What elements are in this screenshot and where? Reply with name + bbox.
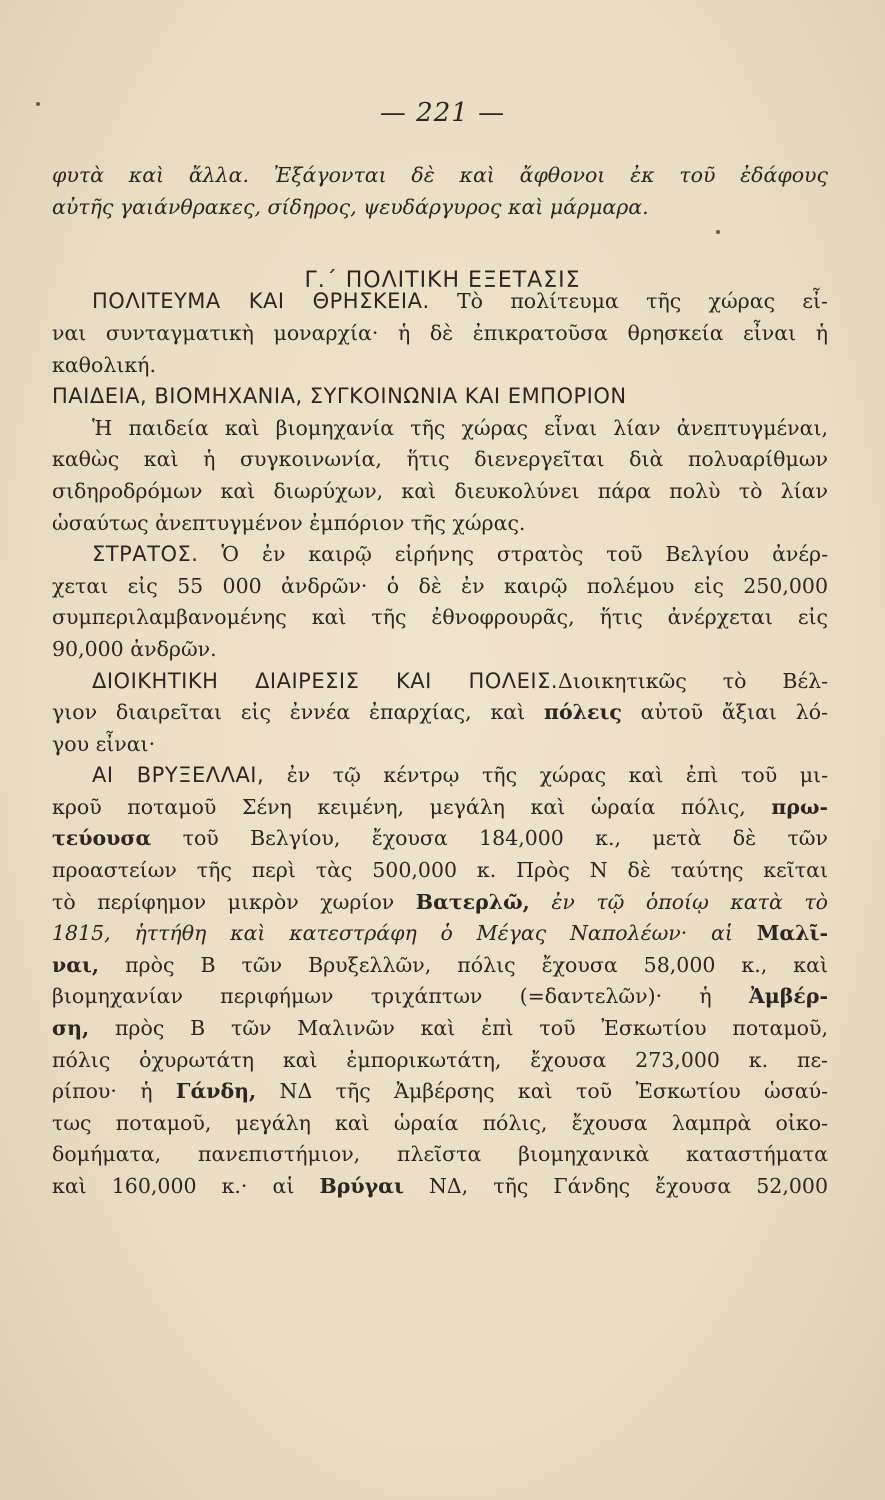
text-run: καθὼς καὶ ἡ συγκοινωνία, ἥτις διενεργεῖται διὰ πολυαρίθμων bbox=[52, 447, 828, 472]
text-run: ΠΟΛΙΤΕΥΜΑ ΚΑΙ ΘΡΗΣΚΕΙΑ. bbox=[92, 289, 430, 314]
text-run: Γάνδη, bbox=[175, 1079, 257, 1104]
text-run: ἐν τῷ κέντρῳ τῆς χώρας καὶ ἐπὶ τοῦ μι- bbox=[264, 763, 828, 788]
text-run: καθολική. bbox=[52, 352, 156, 377]
text-run: τεύουσα bbox=[52, 826, 152, 851]
text-line bbox=[52, 160, 828, 192]
text-run: ΠΑΙΔΕΙΑ, ΒΙΟΜΗΧΑΝΙΑ, ΣΥΓΚΟΙΝΩΝΙΑ ΚΑΙ ΕΜΠΟΡΙΟΝ bbox=[52, 384, 627, 409]
text-run: κροῦ ποταμοῦ Σένη κειμένη, μεγάλη καὶ ὡραία πόλις, bbox=[52, 794, 772, 819]
text-run: συμπεριλαμβανομένης καὶ τῆς ἐθνοφρουρᾶς, ἥτις ἀνέρχεται εἰς bbox=[52, 605, 828, 630]
text-run: ΣΤΡΑΤΟΣ. bbox=[92, 542, 199, 567]
text-line bbox=[52, 223, 828, 255]
ink-speck bbox=[36, 102, 40, 106]
text-line bbox=[52, 887, 828, 919]
text-run: Βρύγαι bbox=[319, 1174, 404, 1198]
text-run: ση, bbox=[52, 1016, 90, 1041]
text-line bbox=[52, 634, 828, 666]
text-line bbox=[52, 697, 828, 729]
text-run: Ἡ παιδεία καὶ βιομηχανία τῆς χώρας εἶναι λίαν ἀνεπτυγμέναι, bbox=[92, 415, 828, 440]
text-run: σιδηροδρόμων καὶ διωρύχων, καὶ διευκολύνει πάρα πολὺ τὸ λίαν bbox=[52, 478, 828, 503]
text-line bbox=[52, 981, 828, 1013]
text-run: δομήματα, πανεπιστήμιον, πλεῖστα βιομηχανικὰ καταστήματα bbox=[52, 1142, 828, 1167]
text-run: ΝΔ, τῆς Γάνδης ἔχουσα 52,000 bbox=[403, 1174, 828, 1198]
text-line bbox=[52, 539, 828, 571]
text-run: φυτὰ καὶ ἄλλα. Ἐξάγονται δὲ καὶ ἄφθονοι ἐκ τοῦ ἐδάφους bbox=[52, 163, 828, 187]
text-run: βιομηχανίαν περιφήμων τριχάπτων (=δαντελῶν)· ἡ bbox=[52, 984, 749, 1009]
text-run: Ἀμβέρ- bbox=[748, 984, 828, 1009]
text-line bbox=[52, 602, 828, 634]
text-line bbox=[52, 1076, 828, 1108]
text-run: 1815, ἡττήθη καὶ κατεστράφη ὁ Μέγας Ναπολέων· αἱ bbox=[52, 921, 757, 946]
text-line bbox=[52, 855, 828, 887]
text-run: Τὸ πολίτευμα τῆς χώρας εἶ- bbox=[429, 289, 828, 314]
text-line bbox=[52, 1139, 828, 1171]
text-line bbox=[52, 255, 828, 287]
text-run: τως ποταμοῦ, μεγάλη καὶ ὡραία πόλις, ἔχουσα λαμπρὰ οἰκο- bbox=[52, 1110, 828, 1135]
text-run: προαστείων τῆς περὶ τὰς 500,000 κ. Πρὸς Ν δὲ ταύτης κεῖται bbox=[52, 858, 828, 883]
text-run: 90,000 ἀνδρῶν. bbox=[52, 636, 217, 661]
text-line bbox=[52, 286, 828, 318]
text-run: πρὸς Β τῶν Βρυξελλῶν, πόλις ἔχουσα 58,000 κ., καὶ bbox=[99, 952, 828, 977]
text-line bbox=[52, 823, 828, 855]
text-line bbox=[52, 508, 828, 540]
text-run: Βατερλῶ, bbox=[415, 889, 530, 914]
text-run: τοῦ Βελγίου, ἔχουσα 184,000 κ., μετὰ δὲ τῶν bbox=[151, 826, 828, 851]
ink-speck bbox=[716, 230, 720, 234]
text-line bbox=[52, 571, 828, 603]
text-line bbox=[52, 444, 828, 476]
text-line bbox=[52, 1013, 828, 1045]
text-run: ναι, bbox=[52, 952, 100, 977]
section-title: Γ.΄ ΠΟΛΙΤΙΚΗ ΕΞΕΤΑΣΙΣ bbox=[304, 268, 581, 293]
text-run: ρίπου· ἡ bbox=[52, 1079, 176, 1104]
text-run: πόλις ὀχυρωτάτη καὶ ἐμπορικωτάτη, ἔχουσα 273,000 κ. πε- bbox=[52, 1047, 828, 1072]
text-line bbox=[52, 729, 828, 761]
text-run: Διοικητικῶς τὸ Βέλ- bbox=[558, 668, 828, 693]
text-line bbox=[52, 413, 828, 445]
text-run: αὐτῆς γαιάνθρακες, σίδηρος, ψευδάργυρος καὶ μάρμαρα. bbox=[52, 194, 649, 219]
text-line bbox=[52, 1108, 828, 1140]
text-line bbox=[52, 792, 828, 824]
text-line bbox=[52, 666, 828, 698]
text-run: χεται εἰς 55 000 ἀνδρῶν· ὁ δὲ ἐν καιρῷ πολέμου εἰς 250,000 bbox=[52, 573, 828, 598]
text-run: πρω- bbox=[771, 794, 828, 819]
text-run: ΝΔ τῆς Ἀμβέρσης καὶ τοῦ Ἐσκωτίου ὡσαύ- bbox=[256, 1079, 828, 1104]
text-run: ὡσαύτως ἀνεπτυγμένον ἐμπόριον τῆς χώρας. bbox=[52, 510, 526, 535]
text-run: αὐτοῦ ἄξιαι λό- bbox=[621, 700, 828, 725]
body-text bbox=[52, 160, 828, 1203]
text-run: Μαλῖ- bbox=[756, 921, 828, 946]
text-line bbox=[52, 760, 828, 792]
text-run: γου εἶναι· bbox=[52, 731, 156, 756]
text-run: Ὁ ἐν καιρῷ εἰρήνης στρατὸς τοῦ Βελγίου ἀνέρ- bbox=[198, 542, 828, 567]
text-run: καὶ 160,000 κ.· αἱ bbox=[52, 1174, 320, 1198]
text-run: ἐν τῷ ὁποίῳ κατὰ τὸ bbox=[529, 889, 828, 914]
text-line bbox=[52, 918, 828, 950]
text-line bbox=[52, 350, 828, 382]
text-run: ναι συνταγματικὴ μοναρχία· ἡ δὲ ἐπικρατοῦσα θρησκεία εἶναι ἡ bbox=[52, 320, 828, 345]
text-run: τὸ περίφημον μικρὸν χωρίον bbox=[52, 889, 416, 914]
text-run: ΔΙΟΙΚΗΤΙΚΗ ΔΙΑΙΡΕΣΙΣ ΚΑΙ ΠΟΛΕΙΣ. bbox=[92, 668, 559, 693]
page-number: — 221 — bbox=[379, 98, 506, 128]
text-line bbox=[52, 476, 828, 508]
text-run: πρὸς Β τῶν Μαλινῶν καὶ ἐπὶ τοῦ Ἐσκωτίου ποταμοῦ, bbox=[89, 1016, 828, 1041]
text-line bbox=[52, 1045, 828, 1077]
text-run: γιον διαιρεῖται εἰς ἐννέα ἐπαρχίας, καὶ bbox=[52, 700, 544, 725]
text-line bbox=[52, 192, 828, 224]
text-run: ΑΙ ΒΡΥΞΕΛΛΑΙ, bbox=[92, 763, 265, 788]
text-line bbox=[52, 1171, 828, 1203]
text-run: πόλεις bbox=[543, 700, 622, 725]
text-line bbox=[52, 950, 828, 982]
text-line bbox=[52, 318, 828, 350]
text-line bbox=[52, 381, 828, 413]
